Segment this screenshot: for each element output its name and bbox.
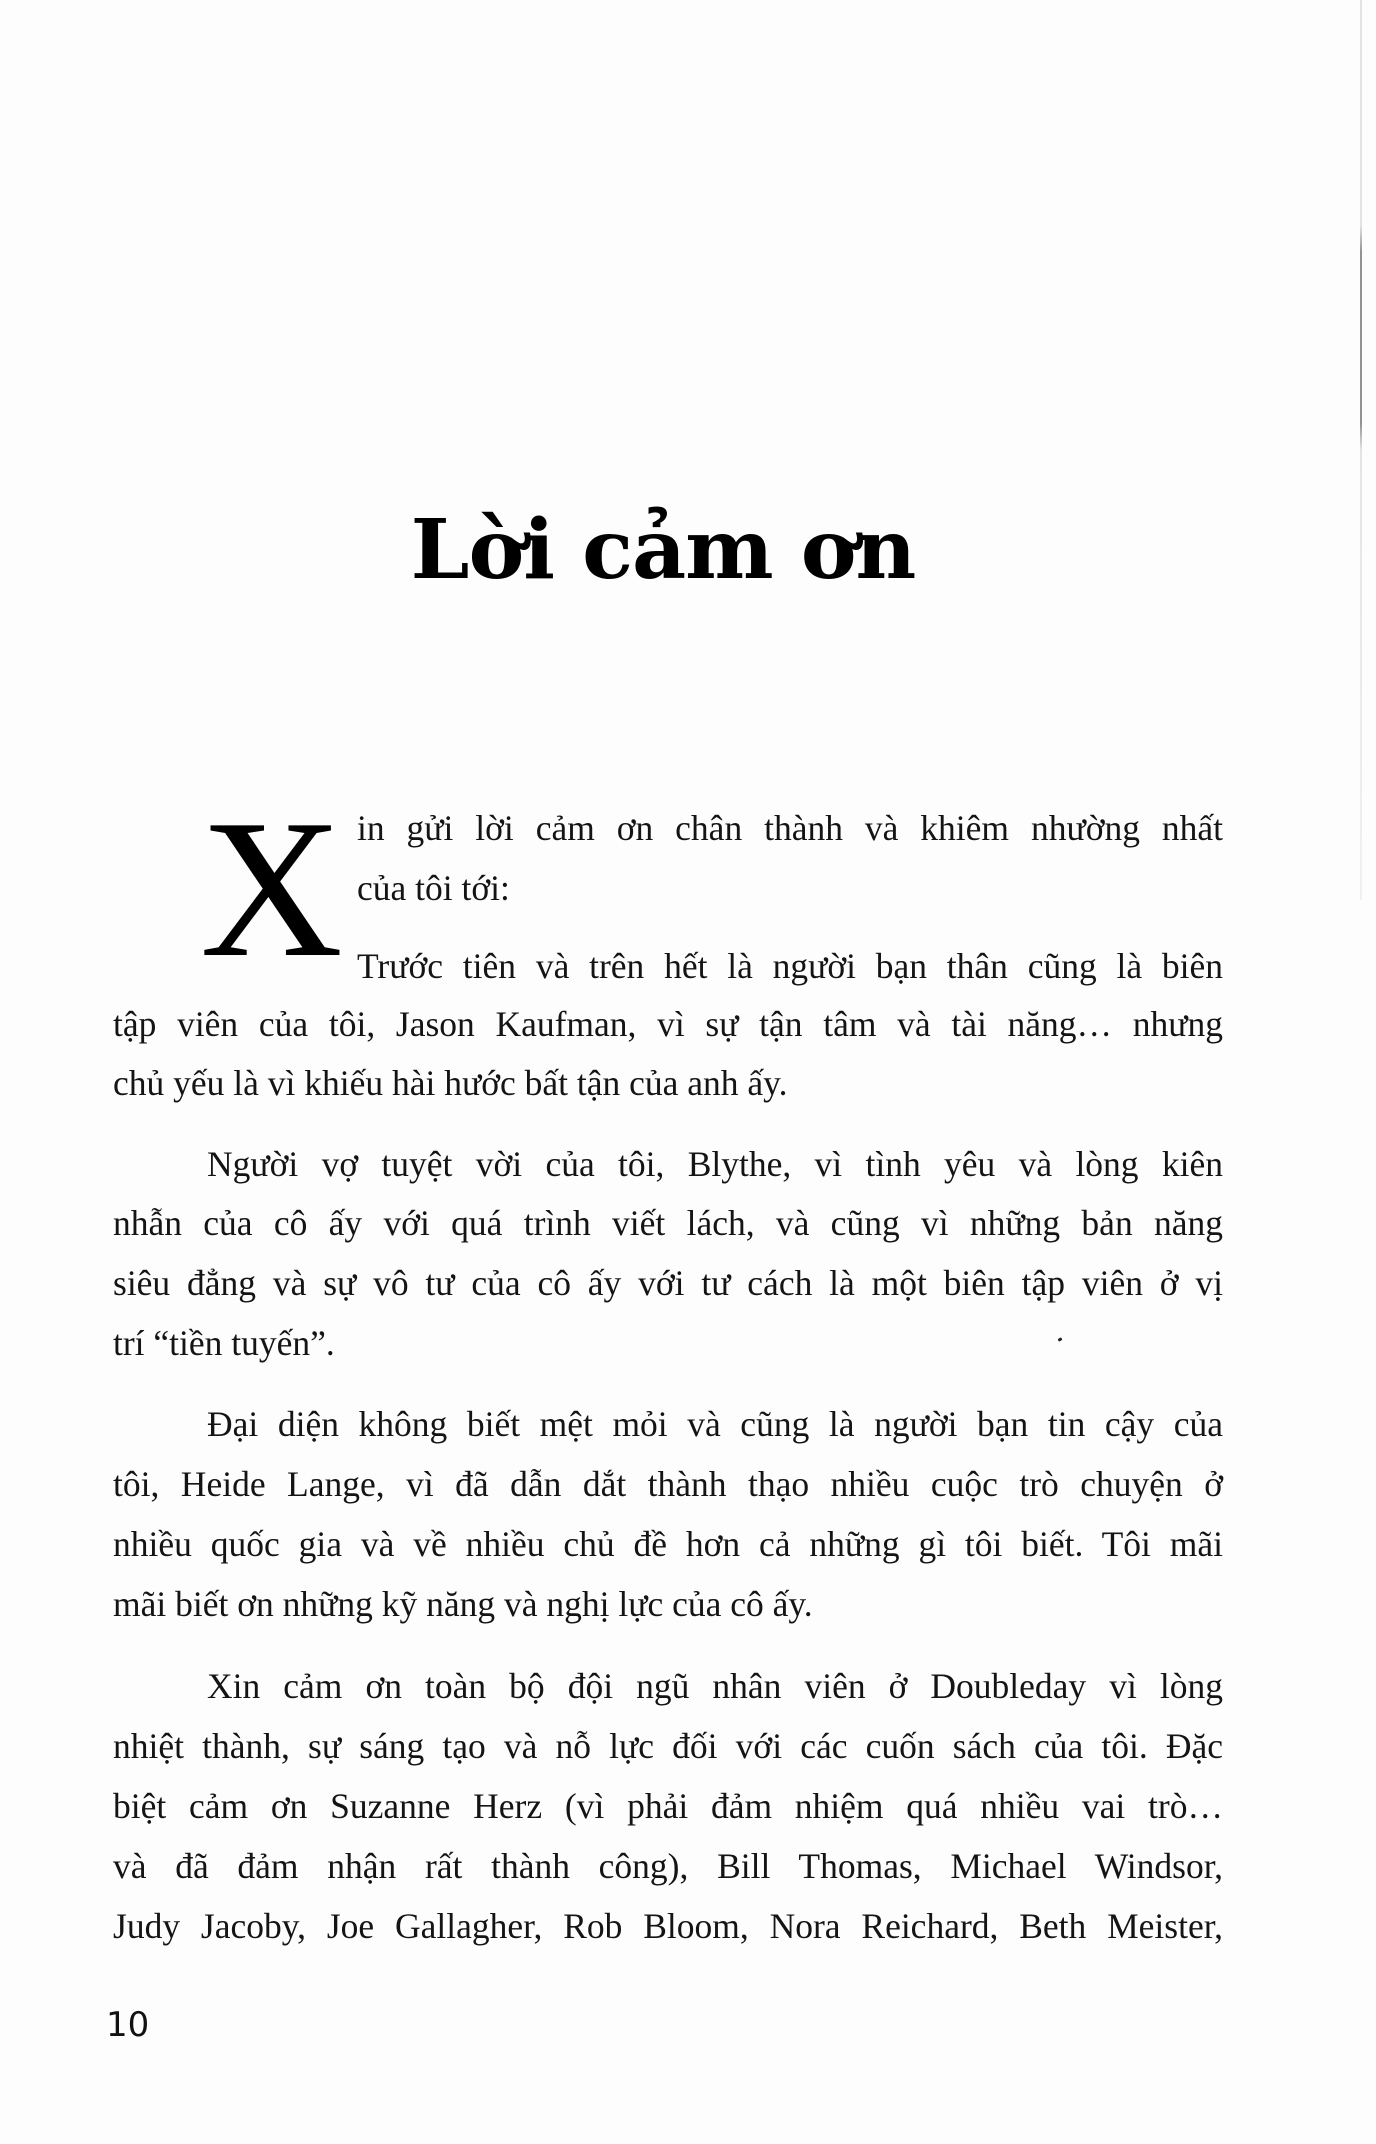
chapter-title: Lời cảm ơn bbox=[410, 501, 916, 598]
drop-cap: X bbox=[200, 779, 343, 998]
text-line: tập viên của tôi, Jason Kaufman, vì sự tận tâm và tài năng… nhưng bbox=[113, 1004, 1223, 1044]
text-line: và đã đảm nhận rất thành công), Bill Thomas, Michael Windsor, bbox=[113, 1846, 1223, 1886]
text-line: biệt cảm ơn Suzanne Herz (vì phải đảm nhiệm quá nhiều vai trò… bbox=[113, 1786, 1223, 1826]
text-line: siêu đẳng và sự vô tư của cô ấy với tư cách là một biên tập viên ở vị bbox=[113, 1263, 1223, 1303]
text-line: nhẫn của cô ấy với quá trình viết lách, và cũng vì những bản năng bbox=[113, 1203, 1223, 1243]
text-line: Xin cảm ơn toàn bộ đội ngũ nhân viên ở Doubleday vì lòng bbox=[207, 1666, 1223, 1706]
text-line: mãi biết ơn những kỹ năng và nghị lực của cô ấy. bbox=[113, 1584, 813, 1624]
text-line: Đại diện không biết mệt mỏi và cũng là người bạn tin cậy của bbox=[207, 1404, 1223, 1444]
text-line: tôi, Heide Lange, vì đã dẫn dắt thành thạo nhiều cuộc trò chuyện ở bbox=[113, 1464, 1223, 1504]
text-line: Judy Jacoby, Joe Gallagher, Rob Bloom, Nora Reichard, Beth Meister, bbox=[113, 1906, 1223, 1946]
text-line: in gửi lời cảm ơn chân thành và khiêm nhường nhất bbox=[357, 808, 1223, 848]
text-line: nhiệt thành, sự sáng tạo và nỗ lực đối với các cuốn sách của tôi. Đặc bbox=[113, 1726, 1223, 1766]
text-line: nhiều quốc gia và về nhiều chủ đề hơn cả những gì tôi biết. Tôi mãi bbox=[113, 1524, 1223, 1564]
text-line: Trước tiên và trên hết là người bạn thân cũng là biên bbox=[357, 946, 1223, 986]
text-line: trí “tiền tuyến”. bbox=[113, 1323, 335, 1363]
page-number: 10 bbox=[106, 2005, 150, 2045]
text-line: Người vợ tuyệt vời của tôi, Blythe, vì tình yêu và lòng kiên bbox=[207, 1144, 1223, 1184]
scan-edge-shadow bbox=[1360, 0, 1362, 900]
text-line: chủ yếu là vì khiếu hài hước bất tận của anh ấy. bbox=[113, 1063, 788, 1103]
text-line: của tôi tới: bbox=[357, 868, 510, 908]
